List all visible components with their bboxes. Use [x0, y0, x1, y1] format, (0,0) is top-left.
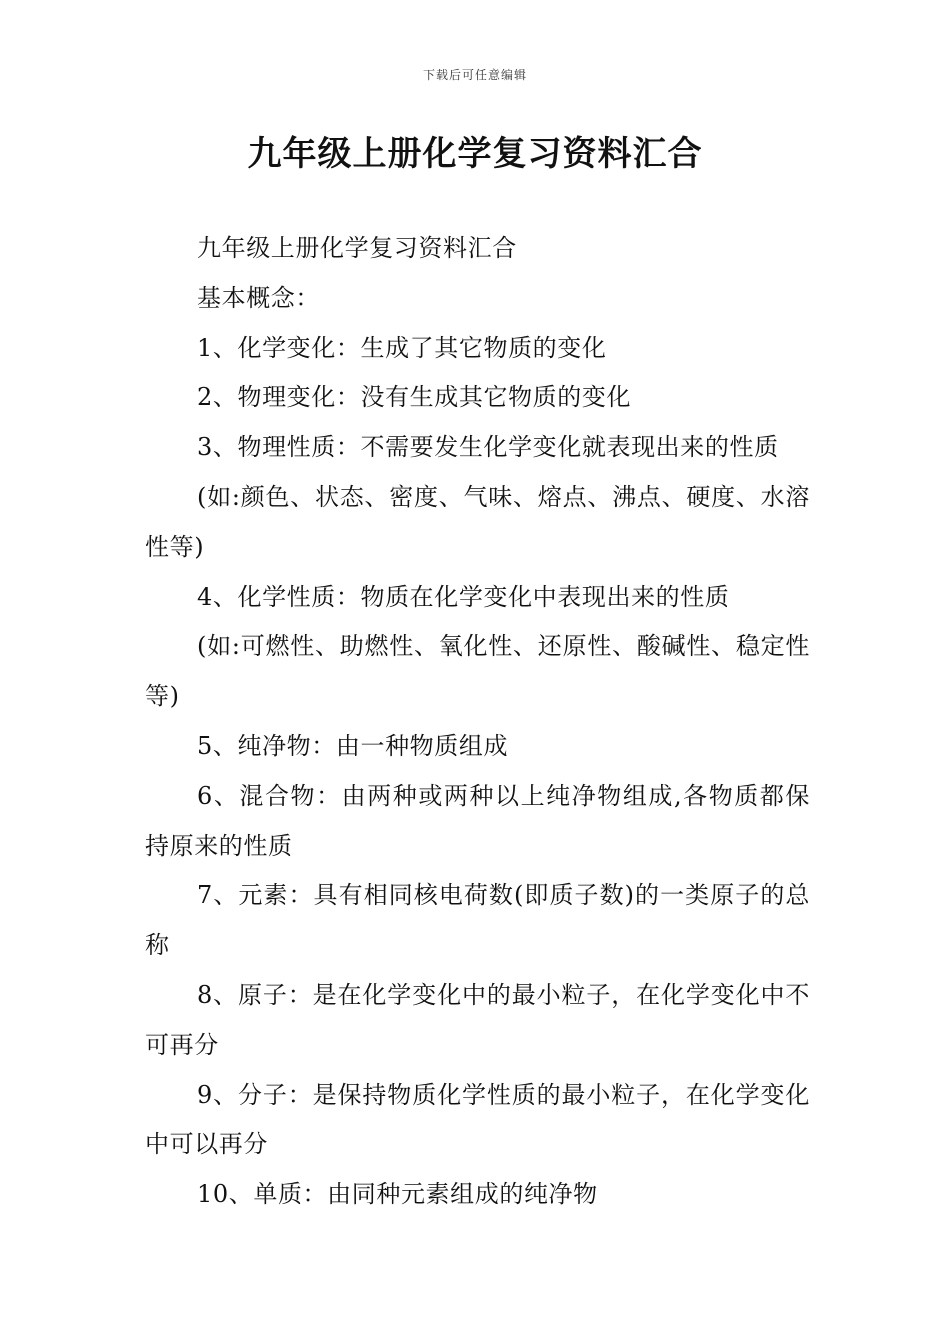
paragraph-item-1: 1、化学变化：生成了其它物质的变化	[197, 333, 607, 362]
paragraph-section-heading: 基本概念：	[197, 283, 320, 312]
paragraph-item-2: 2、物理变化：没有生成其它物质的变化	[197, 383, 632, 412]
paragraph-subtitle: 九年级上册化学复习资料汇合	[197, 234, 517, 262]
document-title: 九年级上册化学复习资料汇合	[247, 134, 703, 174]
paragraph-item-3-examples: (如:颜色、状态、密度、气味、熔点、沸点、硬度、水溶性等)	[145, 482, 810, 561]
paragraph-item-4: 4、化学性质：物质在化学变化中表现出来的性质	[197, 582, 730, 611]
paragraph-item-10: 10、单质：由同种元素组成的纯净物	[197, 1180, 598, 1209]
paragraph-item-4-examples: (如:可燃性、助燃性、氧化性、还原性、酸碱性、稳定性等)	[145, 632, 810, 711]
paragraph-item-3: 3、物理性质：不需要发生化学变化就表现出来的性质	[197, 433, 779, 462]
paragraph-item-5: 5、纯净物：由一种物质组成	[197, 731, 509, 760]
paragraph-item-7: 7、元素：具有相同核电荷数(即质子数)的一类原子的总称	[145, 881, 810, 960]
header-note: 下载后可任意编辑	[422, 68, 527, 82]
paragraph-item-8: 8、原子：是在化学变化中的最小粒子，在化学变化中不可再分	[145, 980, 810, 1059]
paragraph-item-9: 9、分子：是保持物质化学性质的最小粒子，在化学变化中可以再分	[145, 1080, 810, 1159]
document-body	[145, 224, 810, 1220]
paragraph-item-6: 6、混合物：由两种或两种以上纯净物组成,各物质都保持原来的性质	[145, 781, 810, 860]
